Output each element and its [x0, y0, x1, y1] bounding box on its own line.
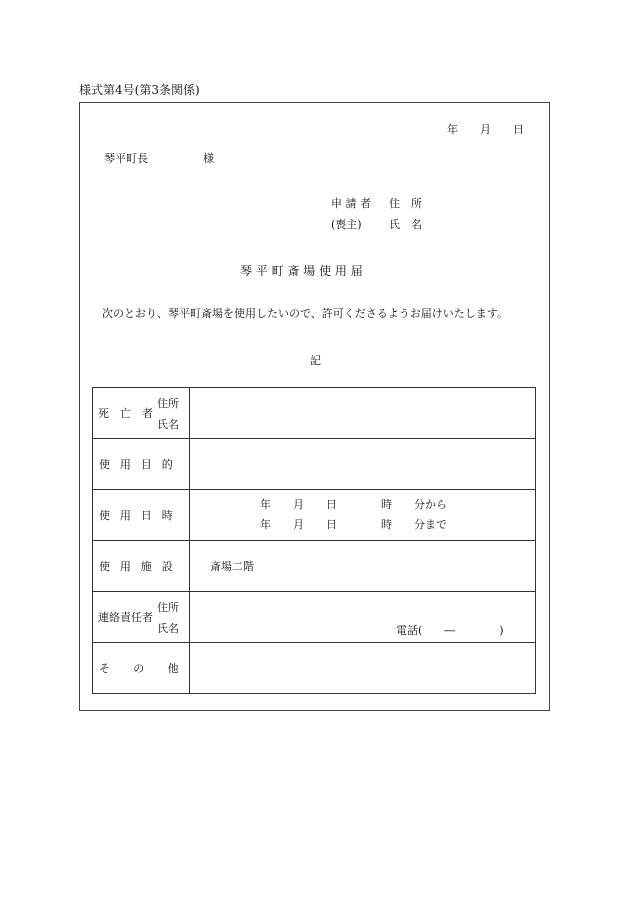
datetime-field[interactable]	[190, 490, 536, 541]
form-title: 琴 平 町 斎 場 使 用 届	[240, 264, 363, 278]
table-row-purpose	[93, 439, 536, 490]
table-row-facility	[93, 541, 536, 592]
facility-field[interactable]	[190, 541, 536, 592]
applicant-name-label: 氏 名	[389, 218, 422, 231]
table-row-deceased	[93, 388, 536, 439]
purpose-field[interactable]	[190, 439, 536, 490]
deceased-label: 死 亡 者	[98, 407, 153, 420]
contact-name-label: 氏名	[157, 622, 179, 635]
table-row-other	[93, 643, 536, 694]
datetime-label: 使用日時	[99, 509, 183, 522]
form-number: 様式第4号(第3条関係)	[79, 83, 200, 97]
applicant-mourner-label: (喪主)	[331, 218, 362, 231]
facility-label: 使用施設	[99, 560, 183, 573]
table-row-contact	[93, 592, 536, 643]
facility-value: 斎場二階	[210, 560, 254, 573]
purpose-label: 使用目的	[99, 458, 183, 471]
other-field[interactable]	[190, 643, 536, 694]
contact-address-label: 住所	[157, 601, 179, 614]
table-row-datetime	[93, 490, 536, 541]
other-label: そ の 他	[99, 662, 189, 675]
body-text: 次のとおり、琴平町斎場を使用したいので、許可くださるようお届けいたします。	[102, 307, 508, 320]
applicant-address-label: 住 所	[389, 197, 422, 210]
contact-phone: 電話( ― )	[396, 624, 504, 637]
ki-label: 記	[310, 354, 321, 367]
deceased-address-label: 住所	[157, 397, 179, 410]
deceased-field[interactable]	[190, 388, 536, 439]
contact-field[interactable]	[190, 592, 536, 643]
datetime-to: 年 月 日 時 分まで	[260, 518, 447, 531]
datetime-from: 年 月 日 時 分から	[260, 498, 447, 511]
application-table	[92, 387, 536, 694]
date-line: 年 月 日	[447, 123, 524, 136]
applicant-label: 申 請 者	[331, 197, 371, 210]
contact-label: 連絡責任者	[98, 611, 153, 624]
deceased-name-label: 氏名	[157, 418, 179, 431]
addressee: 琴平町長 様	[104, 152, 214, 165]
